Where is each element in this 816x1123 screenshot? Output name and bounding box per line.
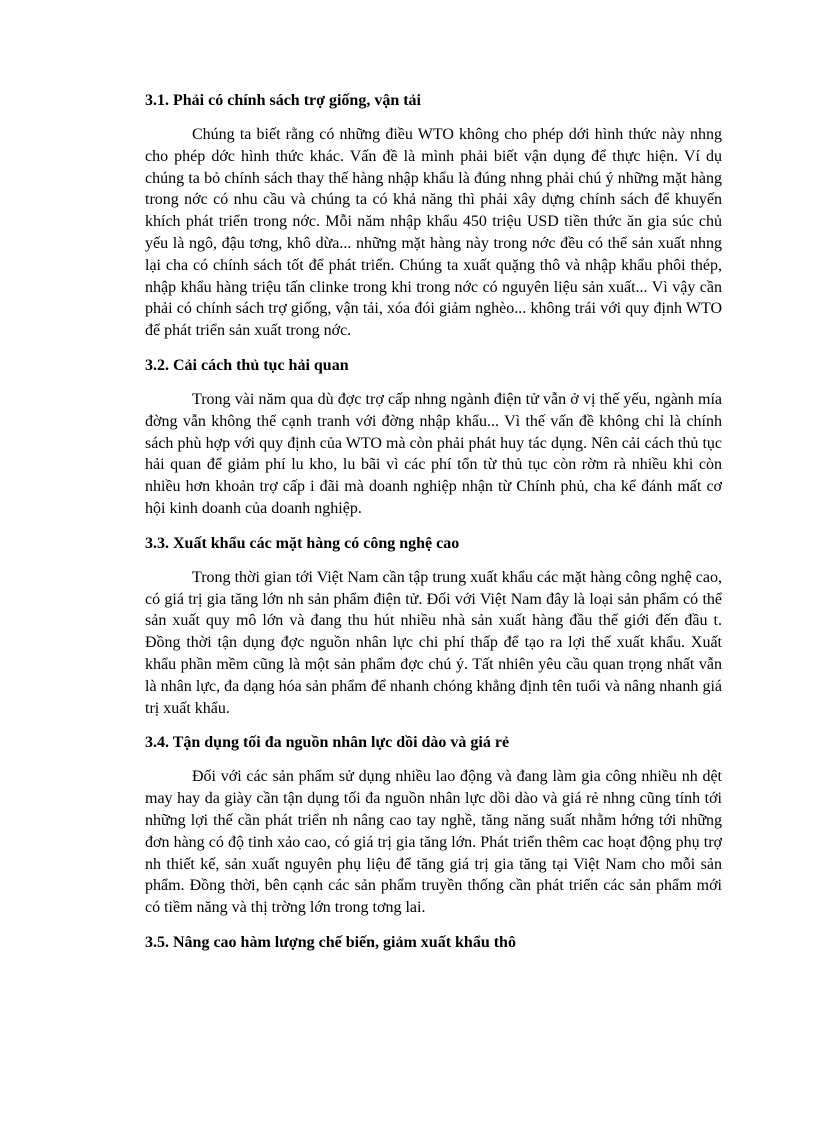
section-heading: 3.1. Phải có chính sách trợ giống, vận tải bbox=[145, 92, 421, 109]
section-paragraph: Chúng ta biết rằng có những điều WTO không cho phép dới hình thức này nhng cho phép dớc hình thức khác. Vấn đề là mình phải biết vận dụng để thực hiện. Ví dụ chúng ta bỏ chính sách thay thế hàng nhập khẩu là đúng nhng phải chú ý những mặt hàng trong nớc có nhu cầu và chúng ta có khả năng thì phải xây dựng chính sách để khuyến khích phát triển trong nớc. Mỗi năm nhập khẩu 450 triệu USD tiền thức ăn gia súc chủ yếu là ngô, đậu tơng, khô dừa... những mặt hàng này trong nớc đều có thể sản xuất nhng lại cha có chính sách tốt để phát triển. Chúng ta xuất quặng thô và nhập khẩu phôi thép, nhập khẩu hàng triệu tấn clinke trong khi trong nớc có nguyên liệu sản xuất... Vì vậy cần phải có chính sách trợ giống, vận tải, xóa đói giảm nghèo... không trái với quy định WTO để phát triển sản xuất trong nớc. bbox=[145, 126, 722, 340]
section-heading: 3.2. Cải cách thủ tục hải quan bbox=[145, 356, 349, 374]
document-page bbox=[145, 90, 722, 966]
section-3-2 bbox=[145, 355, 722, 520]
section-3-3 bbox=[145, 533, 722, 720]
section-heading: 3.4. Tận dụng tối đa nguồn nhân lực dồi dào và giá rẻ bbox=[145, 734, 510, 752]
section-3-4 bbox=[145, 732, 722, 919]
section-paragraph: Trong thời gian tới Việt Nam cần tập trung xuất khẩu các mặt hàng công nghệ cao, có giá trị gia tăng lớn nh sản phẩm điện tử. Đối với Việt Nam đây là loại sản phẩm có thể sản xuất quy mô lớn và đang thu hút nhiều nhà sản xuất hàng đầu thế giới đến đầu t. Đồng thời tận dụng đợc nguồn nhân lực chi phí thấp để tạo ra lợi thế xuất khẩu. Xuất khẩu phần mềm cũng là một sản phẩm đợc chú ý. Tất nhiên yêu cầu quan trọng nhất vẫn là nhân lực, đa dạng hóa sản phẩm để nhanh chóng khẳng định tên tuổi và nâng nhanh giá trị xuất khẩu. bbox=[145, 568, 722, 717]
section-paragraph: Đối với các sản phẩm sử dụng nhiều lao động và đang làm gia công nhiều nh dệt may hay da giày cần tận dụng tối đa nguồn nhân lực dồi dào và giá rẻ nhng cũng tính tới những lợi thế cần phát triển nh nâng cao tay nghề, tăng năng suất nhằm hớng tới những đơn hàng có độ tinh xảo cao, có giá trị gia tăng lớn. Phát triển thêm cac hoạt động phụ trợ nh thiết kế, sản xuất nguyên phụ liệu để tăng giá trị gia tăng tại Việt Nam cho mỗi sản phẩm. Đồng thời, bên cạnh các sản phẩm truyền thống cần phát triển các sản phẩm mới có tiềm năng và thị trờng lớn trong tơng lai. bbox=[145, 768, 722, 917]
section-heading: 3.5. Nâng cao hàm lượng chế biến, giảm xuất khẩu thô bbox=[145, 933, 516, 951]
section-3-5 bbox=[145, 932, 722, 954]
section-3-1 bbox=[145, 90, 722, 342]
section-paragraph: Trong vài năm qua dù đợc trợ cấp nhng ngành điện tử vẫn ở vị thế yếu, ngành mía đờng vẫn không thể cạnh tranh với đờng nhập khẩu... Vì thế vấn đề không chỉ là chính sách phù hợp với quy định của WTO mà còn phải phát huy tác dụng. Nên cải cách thủ tục hải quan để giảm phí lu kho, lu bãi vì các phí tổn từ thủ tục còn rờm rà nhiều khi còn nhiều hơn khoản trợ cấp i đãi mà doanh nghiệp nhận từ Chính phủ, cha kể đánh mất cơ hội kinh doanh của doanh nghiệp. bbox=[145, 390, 722, 517]
section-heading: 3.3. Xuất khẩu các mặt hàng có công nghệ cao bbox=[145, 534, 460, 552]
